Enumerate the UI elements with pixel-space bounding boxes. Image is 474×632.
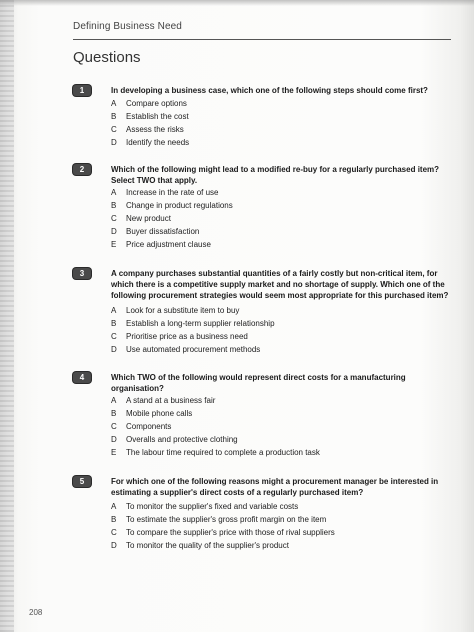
option-text: A stand at a business fair (126, 396, 216, 405)
option-text: The labour time required to complete a production task (126, 448, 320, 457)
question-text: Which of the following might lead to a modified re-buy for a regularly purchased item? Select TWO that apply. (111, 165, 440, 185)
option (111, 199, 441, 212)
option-text: Establish a long-term supplier relationship (126, 319, 275, 328)
option (111, 343, 441, 356)
option-letter: A (111, 99, 117, 108)
option-list (111, 500, 441, 552)
option-letter: B (111, 515, 117, 524)
option-text: Buyer dissatisfaction (126, 227, 200, 236)
option-text: Components (126, 422, 172, 431)
question-text: For which one of the following reasons might a procurement manager be interested in estimating a supplier's direct costs of a regularly purchased item? (111, 477, 439, 497)
option-text: Prioritise price as a business need (126, 332, 248, 341)
option-text: Assess the risks (126, 125, 184, 134)
option (111, 539, 441, 552)
option-letter: A (111, 502, 117, 511)
option (111, 526, 441, 539)
option-text: Establish the cost (126, 112, 189, 121)
option-text: Mobile phone calls (126, 409, 193, 418)
option (111, 304, 441, 317)
page-number: 208 (29, 608, 43, 617)
scan-binding-shadow (0, 0, 14, 632)
option-list (111, 186, 441, 251)
option-text: Compare options (126, 99, 187, 108)
option (111, 317, 441, 330)
option-list (111, 304, 441, 356)
option (111, 513, 441, 526)
option-letter: D (111, 227, 117, 236)
option-letter: D (111, 138, 117, 147)
option-text: To monitor the quality of the supplier's product (126, 541, 289, 550)
option (111, 212, 441, 225)
option (111, 186, 441, 199)
scan-top-shadow (0, 0, 474, 6)
option (111, 110, 441, 123)
option-letter: C (111, 332, 117, 341)
option-letter: D (111, 345, 117, 354)
option (111, 433, 441, 446)
option-letter: C (111, 528, 117, 537)
option-letter: C (111, 125, 117, 134)
header-rule (73, 39, 451, 40)
option-text: Price adjustment clause (126, 240, 211, 249)
question-number-badge: 3 (73, 268, 91, 279)
option (111, 394, 441, 407)
option-letter: D (111, 541, 117, 550)
option (111, 136, 441, 149)
option-text: Change in product regulations (126, 201, 233, 210)
option (111, 407, 441, 420)
option-text: Use automated procurement methods (126, 345, 261, 354)
section-title: Questions (73, 49, 141, 66)
option-letter: E (111, 448, 117, 457)
option-text: New product (126, 214, 171, 223)
option (111, 330, 441, 343)
question-number-badge: 5 (73, 476, 91, 487)
option (111, 500, 441, 513)
question-text: In developing a business case, which one of the following steps should come first? (111, 86, 428, 95)
option (111, 97, 441, 110)
option-letter: B (111, 201, 117, 210)
option-text: To compare the supplier's price with those of rival suppliers (126, 528, 335, 537)
option-text: To monitor the supplier's fixed and variable costs (126, 502, 299, 511)
question-number-badge: 1 (73, 85, 91, 96)
option-letter: A (111, 188, 117, 197)
option-list (111, 97, 441, 149)
option-letter: D (111, 435, 117, 444)
option (111, 123, 441, 136)
option-text: Identify the needs (126, 138, 190, 147)
question-number-badge: 2 (73, 164, 91, 175)
option-list (111, 394, 441, 459)
option-letter: C (111, 422, 117, 431)
option (111, 446, 441, 459)
option-text: Increase in the rate of use (126, 188, 219, 197)
option-text: To estimate the supplier's gross profit margin on the item (126, 515, 327, 524)
option (111, 225, 441, 238)
option-letter: A (111, 396, 117, 405)
option (111, 420, 441, 433)
running-header: Defining Business Need (73, 21, 182, 32)
option-text: Look for a substitute item to buy (126, 306, 240, 315)
option (111, 238, 441, 251)
option-letter: A (111, 306, 117, 315)
option-letter: B (111, 112, 117, 121)
option-letter: E (111, 240, 117, 249)
option-letter: B (111, 409, 117, 418)
question-text: A company purchases substantial quantities of a fairly costly but non-critical item, for which there is a competitive supply market and no shortage of supply. Which one of the following procurement strategies would seem most appropriate for this purchased item? (111, 269, 449, 300)
option-letter: B (111, 319, 117, 328)
question-text: Which TWO of the following would represent direct costs for a manufacturing organisation? (111, 373, 406, 393)
question-number-badge: 4 (73, 372, 91, 383)
option-letter: C (111, 214, 117, 223)
option-text: Overalls and protective clothing (126, 435, 238, 444)
